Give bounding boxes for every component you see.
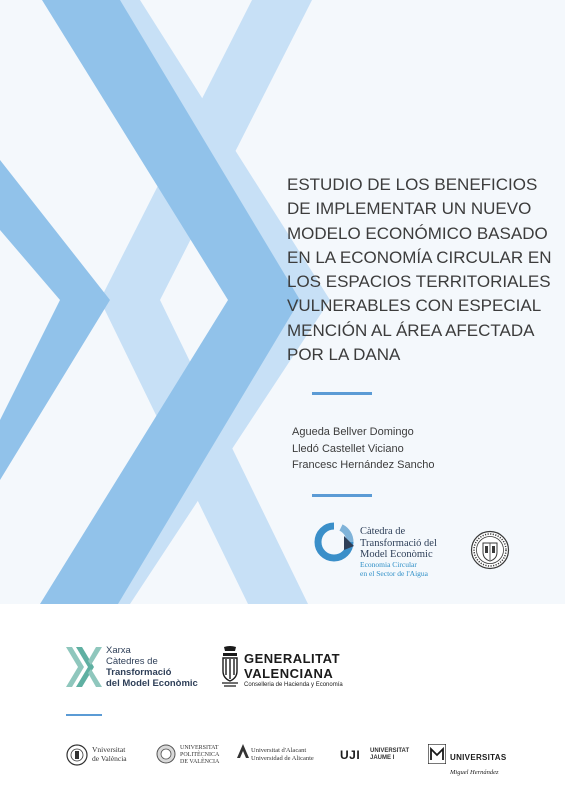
university-logo-uv	[66, 742, 146, 770]
xarxa-line: del Model Econòmic	[106, 678, 198, 689]
xarxa-line: Transformació	[106, 667, 172, 678]
generalitat-name-line2: VALENCIANA	[244, 666, 334, 681]
xarxa-line: Càtedres de	[106, 656, 158, 667]
xarxa-logo	[66, 645, 206, 691]
band-strong-left-bottom	[0, 300, 110, 480]
xarxa-text	[106, 645, 198, 689]
footer-divider	[66, 714, 102, 716]
ua-name: Universitat d'Alacant Universidad de Alicante	[251, 747, 314, 762]
uv-name: Vniversitat de València	[92, 745, 127, 763]
xarxa-line: Xarxa	[106, 645, 131, 656]
generalitat-logo	[220, 645, 360, 691]
university-logo-uji	[340, 742, 412, 770]
umh-name-line2: Miguel Hernández	[450, 768, 499, 776]
generalitat-department: Conselleria de Hacienda y Economía	[244, 682, 343, 688]
uji-name: UNIVERSITAT JAUME I	[370, 748, 410, 761]
umh-mark-icon	[428, 744, 446, 764]
ua-mark-icon	[237, 744, 249, 758]
uv-seal-icon	[66, 744, 88, 766]
heraldic-emblem-icon	[220, 645, 240, 689]
uji-mark: UJI	[340, 748, 361, 762]
double-chevron-logo-icon	[66, 645, 102, 689]
author-name: Francesc Hernández Sancho	[292, 459, 435, 471]
band-strong-left-top	[0, 160, 110, 300]
document-title: ESTUDIO DE LOS BENEFICIOS DE IMPLEMENTAR UN NUEVO MODELO ECONÓMICO BASADO EN LA ECONOMÍA CIRCULAR EN LOS ESPACIOS TERRITORIALES VULNERABLES CON ESPECIAL MENCIÓN AL ÁREA AFECTADA POR LA DANA	[287, 175, 552, 365]
generalitat-name-line1: GENERALITAT	[244, 651, 341, 666]
author-name: Lledó Castellet Viciano	[292, 442, 404, 455]
catedra-subtitle: Economia Circular en el Sector de l'Aigua	[360, 560, 428, 578]
circular-arrow-logo-icon	[314, 522, 354, 562]
author-name: Agueda Bellver Domingo	[292, 426, 414, 438]
umh-name-line1: UNIVERSITAS	[450, 752, 507, 762]
title-divider	[312, 392, 372, 395]
author-list	[292, 424, 434, 474]
university-seal-icon	[470, 530, 510, 570]
university-logo-upv	[156, 742, 228, 770]
umh-name	[450, 746, 507, 784]
university-logo-umh	[428, 742, 507, 776]
university-logo-ua	[237, 742, 329, 770]
catedra-name: Càtedra de Transformació del Model Econòmic	[360, 526, 437, 560]
catedra-logo	[314, 522, 454, 582]
authors-divider	[312, 494, 372, 497]
upv-name: UNIVERSITAT POLITÈCNICA DE VALÈNCIA	[180, 745, 220, 765]
upv-seal-icon	[156, 744, 176, 764]
